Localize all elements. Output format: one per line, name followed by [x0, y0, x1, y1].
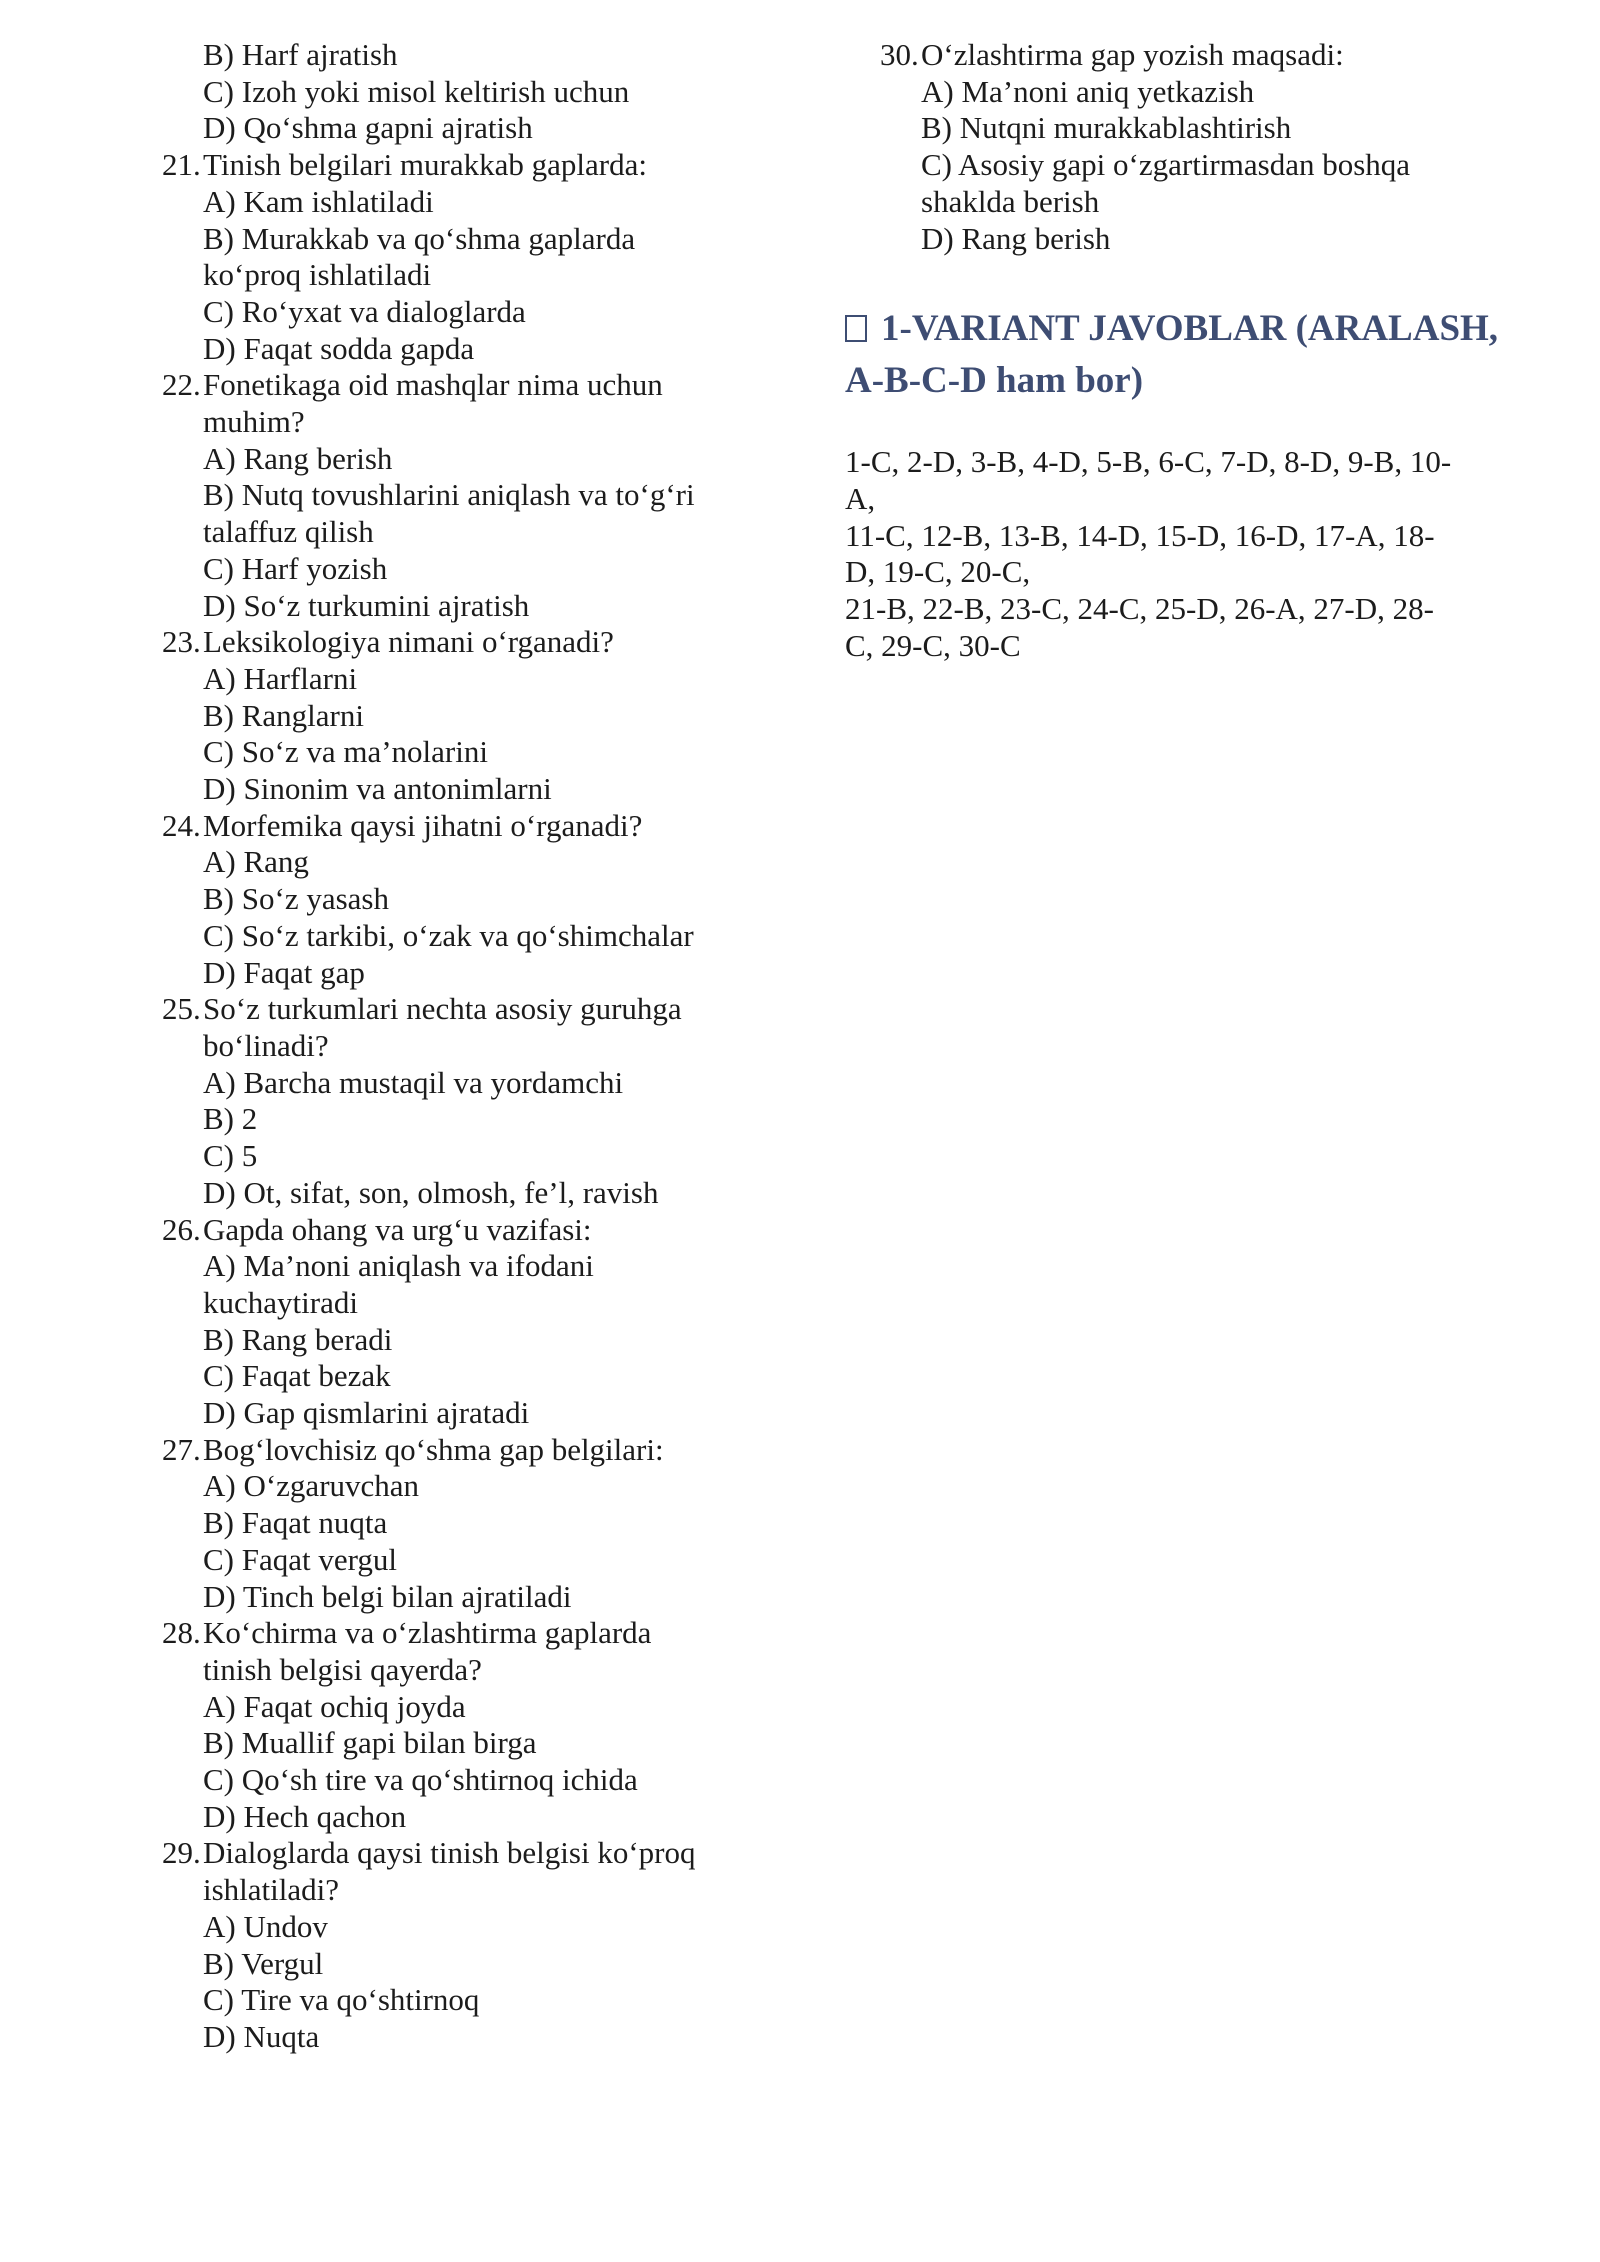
text-line [845, 221, 1525, 258]
text-line [845, 147, 1525, 184]
text-line [127, 1358, 787, 1395]
line-text: Gapda ohang va urgʻu vazifasi: [203, 1211, 592, 1247]
text-line [127, 1065, 787, 1102]
text-line [127, 147, 787, 184]
question-number: 28. [162, 1615, 201, 1651]
line-text: Dialoglarda qaysi tinish belgisi koʻproq [203, 1835, 696, 1871]
line-text: B) Murakkab va qoʻshma gaplarda [203, 220, 636, 256]
answers-heading-line-2: A-B-C-D ham bor) [845, 360, 1144, 402]
text-line [127, 110, 787, 147]
line-text: D) Nuqta [203, 2018, 320, 2054]
answer-key-block [845, 444, 1525, 664]
line-text: A) Barcha mustaqil va yordamchi [203, 1064, 624, 1100]
text-line [127, 551, 787, 588]
text-line [127, 221, 787, 258]
line-text: B) 2 [203, 1101, 258, 1137]
line-text: D) Sinonim va antonimlarni [203, 771, 552, 807]
text-line [845, 110, 1525, 147]
text-line [127, 698, 787, 735]
line-text: C) Roʻyxat va dialoglarda [203, 293, 526, 329]
question-number: 30. [880, 37, 919, 72]
text-line [127, 918, 787, 955]
line-text: A) Ma’noni aniq yetkazish [921, 73, 1255, 109]
answer-key-line: 11-C, 12-B, 13-B, 14-D, 15-D, 16-D, 17-A, 18- [845, 517, 1435, 553]
question-number: 25. [162, 991, 201, 1027]
line-text: B) Harf ajratish [203, 37, 398, 72]
line-text: C) Asosiy gapi oʻzgartirmasdan boshqa [921, 147, 1411, 183]
line-text: tinish belgisi qayerda? [203, 1651, 482, 1687]
question-number: 24. [162, 807, 201, 843]
line-text: talaffuz qilish [203, 514, 374, 550]
line-text: C) 5 [203, 1138, 258, 1174]
line-text: D) Hech qachon [203, 1798, 407, 1834]
line-text: muhim? [203, 404, 305, 440]
line-text: A) Undov [203, 1908, 328, 1944]
right-column [845, 37, 1525, 664]
text-line [127, 771, 787, 808]
line-text: B) Ranglarni [203, 697, 364, 733]
line-text: B) Nutqni murakkablashtirish [921, 110, 1292, 146]
line-text: A) Ma’noni aniqlash va ifodani [203, 1248, 594, 1284]
line-text: Bogʻlovchisiz qoʻshma gap belgilari: [203, 1431, 664, 1467]
text-line [127, 1028, 787, 1065]
answers-heading [845, 303, 1525, 407]
text-line [127, 991, 787, 1028]
text-line [127, 477, 787, 514]
line-text: D) Faqat gap [203, 954, 365, 990]
text-line [127, 1212, 787, 1249]
question-number: 22. [162, 367, 201, 403]
line-text: D) Qoʻshma gapni ajratish [203, 110, 533, 146]
text-line [127, 1505, 787, 1542]
line-text: Fonetikaga oid mashqlar nima uchun [203, 367, 663, 403]
line-text: C) Harf yozish [203, 550, 388, 586]
line-text: Tinish belgilari murakkab gaplarda: [203, 147, 647, 183]
line-text: Koʻchirma va oʻzlashtirma gaplarda [203, 1615, 652, 1651]
text-line [127, 1138, 787, 1175]
question-number: 29. [162, 1835, 201, 1871]
text-line [127, 37, 787, 74]
line-text: D) Tinch belgi bilan ajratiladi [203, 1578, 572, 1614]
text-line [127, 1762, 787, 1799]
text-line [127, 1468, 787, 1505]
line-text: A) Rang berish [203, 440, 393, 476]
question-number: 26. [162, 1211, 201, 1247]
text-line [127, 514, 787, 551]
line-text: kuchaytiradi [203, 1284, 358, 1320]
text-line [127, 1322, 787, 1359]
left-column [127, 37, 787, 2056]
text-line [127, 955, 787, 992]
answer-key-line: C, 29-C, 30-C [845, 627, 1021, 663]
answer-key-line: A, [845, 480, 876, 516]
text-line [127, 1872, 787, 1909]
line-text: D) Soʻz turkumini ajratish [203, 587, 530, 623]
text-line [127, 184, 787, 221]
text-line [127, 1432, 787, 1469]
question-number: 23. [162, 624, 201, 660]
line-text: B) Vergul [203, 1945, 324, 1981]
line-text: A) Rang [203, 844, 309, 880]
text-line [127, 661, 787, 698]
text-line [845, 37, 1525, 74]
line-text: D) Ot, sifat, son, olmosh, fe’l, ravish [203, 1174, 659, 1210]
line-text: ishlatiladi? [203, 1872, 340, 1908]
line-text: Morfemika qaysi jihatni oʻrganadi? [203, 807, 643, 843]
line-text: Leksikologiya nimani oʻrganadi? [203, 624, 614, 660]
answers-heading-line-1: 1-VARIANT JAVOBLAR (ARALASH, [881, 308, 1499, 350]
answer-key-line: 1-C, 2-D, 3-B, 4-D, 5-B, 6-C, 7-D, 8-D, 9-B, 10- [845, 444, 1452, 480]
text-line [127, 734, 787, 771]
line-text: B) Muallif gapi bilan birga [203, 1725, 537, 1761]
text-line [127, 74, 787, 111]
answer-key-line: D, 19-C, 20-C, [845, 554, 1031, 590]
question-number: 27. [162, 1431, 201, 1467]
text-line [127, 257, 787, 294]
text-line [127, 1835, 787, 1872]
text-line [845, 74, 1525, 111]
line-text: B) Soʻz yasash [203, 881, 389, 917]
line-text: A) Kam ishlatiladi [203, 183, 434, 219]
text-line [127, 1725, 787, 1762]
text-line [127, 294, 787, 331]
line-text: B) Faqat nuqta [203, 1505, 388, 1541]
question-30-block [845, 37, 1525, 257]
text-line [127, 1799, 787, 1836]
text-line [127, 1395, 787, 1432]
text-line [127, 844, 787, 881]
line-text: A) Harflarni [203, 660, 358, 696]
text-line [127, 1101, 787, 1138]
text-line [127, 881, 787, 918]
text-line [127, 1615, 787, 1652]
line-text: D) Gap qismlarini ajratadi [203, 1395, 530, 1431]
line-text: C) Soʻz tarkibi, oʻzak va qoʻshimchalar [203, 917, 694, 953]
line-text: Soʻz turkumlari nechta asosiy guruhga [203, 991, 682, 1027]
text-line [127, 1579, 787, 1616]
text-line [127, 808, 787, 845]
text-line [127, 1652, 787, 1689]
text-line [127, 624, 787, 661]
line-text: D) Rang berish [921, 220, 1111, 256]
answer-key-line: 21-B, 22-B, 23-C, 24-C, 25-D, 26-A, 27-D, 28- [845, 591, 1434, 627]
line-text: B) Nutq tovushlarini aniqlash va toʻgʻri [203, 477, 695, 513]
text-line [127, 331, 787, 368]
text-line [127, 2019, 787, 2056]
text-line [127, 588, 787, 625]
line-text: koʻproq ishlatiladi [203, 257, 432, 293]
line-text: A) Oʻzgaruvchan [203, 1468, 420, 1504]
question-number: 21. [162, 147, 201, 183]
line-text: C) Izoh yoki misol keltirish uchun [203, 73, 630, 109]
line-text: shaklda berish [921, 183, 1100, 219]
line-text: C) Qoʻsh tire va qoʻshtirnoq ichida [203, 1762, 638, 1798]
text-line [127, 1175, 787, 1212]
text-line [127, 1946, 787, 1983]
text-line [127, 1982, 787, 2019]
line-text: C) Soʻz va ma’nolarini [203, 734, 488, 770]
line-text: boʻlinadi? [203, 1027, 329, 1063]
text-line [127, 1542, 787, 1579]
text-line [127, 1689, 787, 1726]
text-line [845, 184, 1525, 221]
text-line [127, 1285, 787, 1322]
line-text: C) Faqat bezak [203, 1358, 391, 1394]
line-text: Oʻzlashtirma gap yozish maqsadi: [921, 37, 1344, 72]
text-line [127, 441, 787, 478]
missing-glyph-icon [845, 315, 867, 342]
line-text: D) Faqat sodda gapda [203, 330, 475, 366]
line-text: C) Tire va qoʻshtirnoq [203, 1982, 480, 2018]
text-line [127, 367, 787, 404]
line-text: B) Rang beradi [203, 1321, 393, 1357]
line-text: C) Faqat vergul [203, 1541, 398, 1577]
line-text: A) Faqat ochiq joyda [203, 1688, 466, 1724]
text-line [127, 404, 787, 441]
text-line [127, 1909, 787, 1946]
text-line [127, 1248, 787, 1285]
